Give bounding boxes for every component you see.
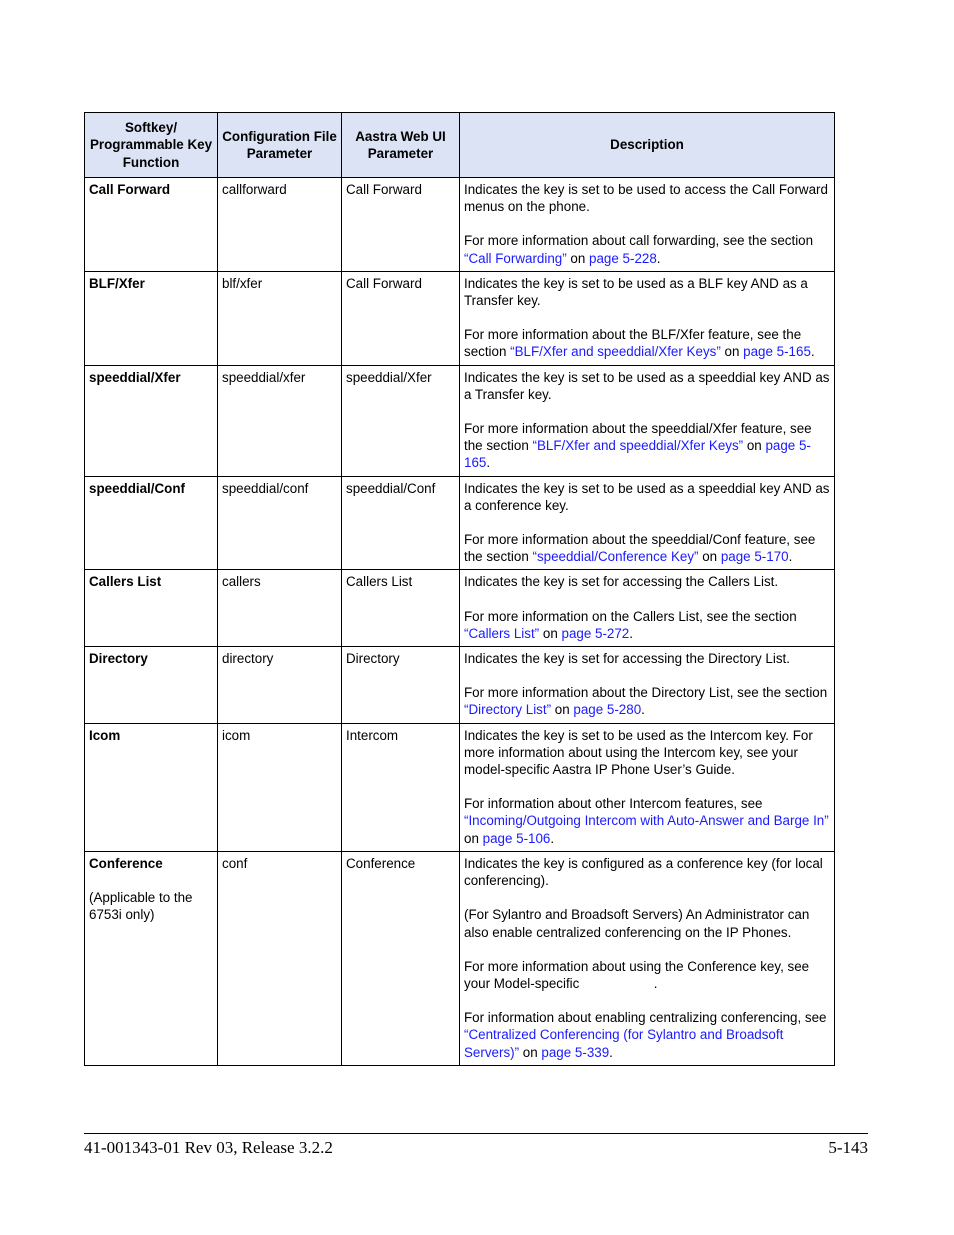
function-cell: Icom <box>85 723 218 851</box>
description-text: (For Sylantro and Broadsoft Servers) An Administrator can also enable centralized conferencing on the IP Phones. <box>464 907 810 940</box>
description-cell <box>460 271 835 365</box>
config-cell: callers <box>218 570 342 647</box>
reference-text: . <box>550 830 555 846</box>
reference-text: on <box>720 344 744 360</box>
reference-text: For more information about call forwarding, see the section <box>464 233 814 249</box>
webui-cell: Conference <box>342 851 460 1065</box>
reference-text: on <box>743 438 766 454</box>
description-reference <box>464 420 830 472</box>
reference-text: For more information about the Directory List, see the section <box>464 685 828 701</box>
description-text: Indicates the key is set to be used as a speeddial key AND as a Transfer key. <box>464 369 830 402</box>
section-link[interactable]: “speeddial/Conference Key” <box>532 549 699 565</box>
table-row <box>85 271 835 365</box>
section-link[interactable]: “Callers List” <box>464 625 540 641</box>
header-config: Configuration File Parameter <box>218 113 342 178</box>
header-function: Softkey/ Programmable Key Function <box>85 113 218 178</box>
table-row <box>85 647 835 724</box>
reference-text: on <box>519 1044 542 1060</box>
webui-cell: Call Forward <box>342 178 460 272</box>
description-cell <box>460 365 835 476</box>
function-cell: Call Forward <box>85 178 218 272</box>
reference-text: . <box>788 549 793 565</box>
description-text: Indicates the key is set for accessing the Directory List. <box>464 651 790 667</box>
webui-cell: Callers List <box>342 570 460 647</box>
description-reference <box>464 1009 830 1061</box>
reference-text: For information about enabling centralizing conferencing, see <box>464 1010 827 1026</box>
config-cell: conf <box>218 851 342 1065</box>
description-cell <box>460 851 835 1065</box>
config-cell: speeddial/xfer <box>218 365 342 476</box>
function-cell: Callers List <box>85 570 218 647</box>
function-cell: BLF/Xfer <box>85 271 218 365</box>
page-link[interactable]: page 5-165 <box>743 344 811 360</box>
webui-cell: speeddial/Xfer <box>342 365 460 476</box>
function-cell: speeddial/Xfer <box>85 365 218 476</box>
description-reference <box>464 326 830 360</box>
description-text: Indicates the key is set to be used as the Intercom key. For more information about using the Intercom key, see your model-specific Aastra IP Phone User’s Guide. <box>464 727 813 778</box>
page-link[interactable]: page 5-228 <box>589 250 657 266</box>
reference-text: . <box>810 344 815 360</box>
table-row <box>85 476 835 570</box>
webui-cell: Directory <box>342 647 460 724</box>
description-cell <box>460 476 835 570</box>
footer-page-number: 5-143 <box>828 1138 868 1157</box>
reference-text: For information about other Intercom features, see <box>464 796 763 812</box>
config-cell: blf/xfer <box>218 271 342 365</box>
description-reference <box>464 795 830 847</box>
footer-divider <box>84 1133 868 1134</box>
description-text: Indicates the key is set to be used to access the Call Forward menus on the phone. <box>464 182 828 215</box>
page-link[interactable]: page 5-170 <box>720 549 789 565</box>
reference-text: For more information about the BLF/Xfer feature, see the section <box>464 327 802 360</box>
page-link[interactable]: page 5-272 <box>561 625 630 641</box>
description-reference <box>464 684 830 718</box>
description-text: Indicates the key is configured as a conference key (for local conferencing). <box>464 855 823 889</box>
reference-text: . <box>629 625 633 641</box>
reference-text: on <box>464 830 483 846</box>
reference-text: . <box>609 1044 613 1060</box>
webui-cell: Intercom <box>342 723 460 851</box>
function-name: Conference <box>89 855 163 871</box>
section-link[interactable]: “Incoming/Outgoing Intercom with Auto-Answer and Barge In” <box>464 813 829 829</box>
section-link[interactable]: “BLF/Xfer and speeddial/Xfer Keys” <box>532 438 744 454</box>
description-cell <box>460 570 835 647</box>
page-link[interactable]: page 5-339 <box>541 1044 610 1060</box>
table-row <box>85 178 835 272</box>
reference-text: on <box>566 250 590 266</box>
reference-text: on <box>698 549 721 565</box>
description-cell <box>460 723 835 851</box>
table-header-row <box>85 113 835 178</box>
config-cell: speeddial/conf <box>218 476 342 570</box>
table-row <box>85 570 835 647</box>
description-text: Indicates the key is set to be used as a speeddial key AND as a conference key. <box>464 480 830 513</box>
reference-text: on <box>539 625 562 641</box>
section-link[interactable]: “Centralized Conferencing (for Sylantro and Broadsoft Servers)” <box>464 1027 784 1060</box>
section-link[interactable]: “Directory List” <box>464 702 552 718</box>
table-row <box>85 365 835 476</box>
table-row <box>85 851 835 1065</box>
description-text: For more information about using the Conference key, see your Model-specific . <box>464 958 813 991</box>
webui-cell: Call Forward <box>342 271 460 365</box>
section-link[interactable]: “BLF/Xfer and speeddial/Xfer Keys” <box>510 344 721 360</box>
table-row <box>85 723 835 851</box>
description-cell <box>460 178 835 272</box>
footer-doc-id: 41-001343-01 Rev 03, Release 3.2.2 <box>84 1138 333 1157</box>
section-link[interactable]: “Call Forwarding” <box>464 250 567 266</box>
description-reference <box>464 232 830 266</box>
applicability-note: (Applicable to the 6753i only) <box>89 890 193 923</box>
function-cell: speeddial/Conf <box>85 476 218 570</box>
page-link[interactable]: page 5-165 <box>464 438 811 471</box>
function-cell <box>85 851 218 1065</box>
header-description: Description <box>460 113 835 178</box>
reference-text: For more information about the speeddial/Xfer feature, see the section <box>464 421 812 454</box>
description-reference <box>464 531 830 565</box>
reference-text: on <box>551 702 574 718</box>
page-link[interactable]: page 5-106 <box>482 830 551 846</box>
webui-cell: speeddial/Conf <box>342 476 460 570</box>
description-cell <box>460 647 835 724</box>
reference-text: . <box>486 455 491 471</box>
function-cell: Directory <box>85 647 218 724</box>
description-text: Indicates the key is set to be used as a BLF key AND as a Transfer key. <box>464 275 808 309</box>
config-cell: icom <box>218 723 342 851</box>
softkey-functions-table <box>84 112 835 1066</box>
header-webui: Aastra Web UI Parameter <box>342 113 460 178</box>
reference-text: For more information on the Callers List, see the section <box>464 608 797 624</box>
config-cell: directory <box>218 647 342 724</box>
description-text: Indicates the key is set for accessing the Callers List. <box>464 574 779 590</box>
reference-text: For more information about the speeddial/Conf feature, see the section <box>464 532 816 565</box>
reference-text: . <box>656 250 661 266</box>
page-link[interactable]: page 5-280 <box>573 702 642 718</box>
config-cell: callforward <box>218 178 342 272</box>
reference-text: . <box>641 702 645 718</box>
description-reference <box>464 608 830 642</box>
